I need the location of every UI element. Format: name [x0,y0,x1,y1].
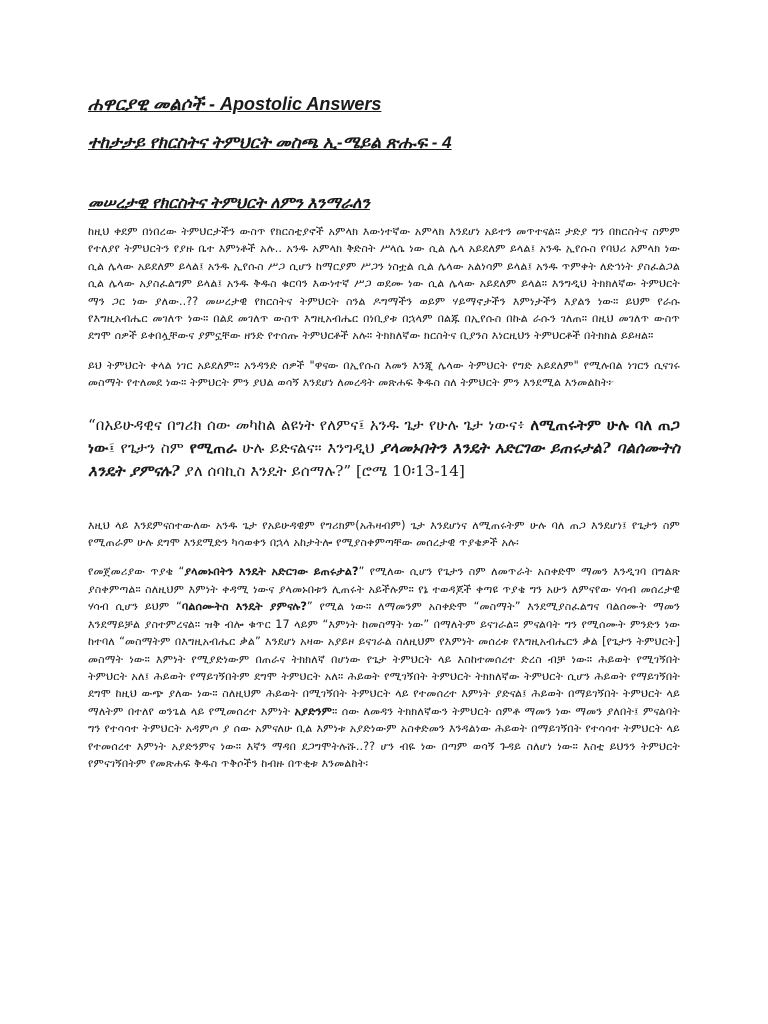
quote-bold-text: ለሚጠሩትም ሁሉ ባለ ጠጋ ነው [88,415,681,457]
paragraph-questions: እዚህ ላይ እንደምናስተውለው አንዱ ጌታ የአይሁዳዊም የግሪክም(አሕዛብም) ጌታ እንደሆነና ለሚጠሩትም ሁሉ ባለ ጠጋ እንደሆነ፤ የጌታን ስም የሚጠራም ሁሉ ደግሞ እንደሚድን ካሳወቀን በኋላ አከታትሎ የሚያስቀምጣቸው መሰረታዊ ጥያቄዎች አሉ፡ [88,518,680,550]
document-page [88,92,680,784]
quote-text: ሁሉ ይድናልና። እንግዲህ [236,438,381,457]
quote-text: ፤ የጌታን ስም [108,438,190,457]
site-title: ሐዋርያዊ መልሶች - Apostolic Answers [88,94,382,114]
explanation-bold-text: አያድንም [294,704,333,718]
explanation-bold-text: ባልሰሙትስ እንዴት ያምናሉ? [181,600,307,614]
explanation-text: ” የሚል ነው። ለማመንም አስቀድሞ “መስማት” እንደሚያስፈልግና ባልሰሙት ማመን እንደማይቻል ያስተምረናል። ዝቅ ብሎ ቁጥር 17 ላይም “እምነት ከመስማት ነው” በማለትም ይናገራል። ምናልባት ግን የሚሰሙት ምንድን ነው ከተባለ “መስማትም በእግዚአብሔር ቃል” እንደሆነ አዛው አያይዞ ይናገራል ስለዚህም የእምነት መሰረቱ የእግዚአብሔርን ቃል [የጌታን ትምህርት] መስማት ነው። እምነት የሚያድነውም በጠራና ትክክለኛ በሆነው የጌታ ትምህርት ላይ እስከተመሰረተ ድረስ ብቻ ነው። ሕይወት የሚገኝበት ትምህርት አለ፤ ሕይወት የማይገኝበትም ደግሞ ትምህርት አለ። ሕይወት የሚገኝበት ትምህርት ትክክለኛው ትምህርት ሲሆን ሕይወት የማይገኝበት ደግሞ ከዚህ ውጭ ያለው ነው። ስለዚህም ሕይወት በሚገኝበት ትምህርት ላይ የተመሰረተ እምነት ያድናል፤ ሕይወት በማይገኝበት ትምህርት ላይ ማለትም በተለየ ወንጌል ላይ የሚመሰረተ እምነት [88,600,681,718]
quote-bold-text: የሚጠራ [189,438,237,457]
explanation-text: ” የሚለው ሲሆን የጌታን ስም ለመጥራት አስቀድሞ ማመን እንዲገባ በግልጽ ያስቀምጣል። ስለዚህም እምነት ቀዳሚ ነውና ያላመኑበቱን ሊጠሩት አይችሉም። የኔ ተወዳጆች ቀጣዩ ጥያቄ ግን አሁን ለምናየው ሃሳብ መሰረታዊ ሃሳብ ሲሆን ይህም “ [88,565,680,614]
quote-emphasis-text: ያላመኑበትን እንዴት አድርገው ይጠሩታል? ባልሰሙትስ እንዴት ያምናሉ? [88,438,680,480]
explanation-text: ። ሰው ለመዳን ትክክለኛውን ትምህርት ሰምቶ ማመን ነው ማመን ያለበት፤ ምናልባት ግን የተሳሳተ ትምህርት አዳምጦ ያ ሰው አምናለሁ ቢል እምነቱ አያድነውም አስቀድመን እንዳልነው ሕይወት በማይገኝበት የተሳሳተ ትምህርት ላይ የተመሰረተ እምነት አያድንምና ነው። እኛን ማዳበ ደጋግሞትሉሹ..?? ሆን ብዬ ነው በጣም ወሳኝ ጉዳይ ስለሆነ ነው። እስቲ ይህንን ትምህርት የምናገኝበትም የመጽሐፍ ቅዱስ ጥቅሶችን ከብዙ በጥቂቱ እንመልከት፡ [88,704,680,770]
quote-text: ያለ ሰባኪስ እንዴት ይሰማሉ?” [179,461,356,480]
paragraph-teaching: ይህ ትምህርት ቀላል ነገር አይደለም። አንዳንድ ሰዎች "ዋናው በኢየሱስ እመን እንጂ ሌላው ትምህርት የግድ አይደለም" የሚሉበል ነገርን ሲናገሩ መስማት የተለመደ ነው። ትምህርት ምን ያህል ወሳኝ እንደሆነ ለመረዳት መጽሐፍ ቅዱስ ስለ ትምህርት ምን እንደሚል እንመልከት፦ [88,358,680,390]
paragraph-explanation [88,563,680,772]
quote-reference: [ሮሜ 10፡13-14] [355,461,465,480]
paragraph-intro: ከዚህ ቀደም በነበረው ትምህርታችን ውስጥ የክርስቲያኖች አምላክ እውነተኛው አምላክ እንደሆነ አይተን መጥተናል። ታድያ ግን በክርስትና ስምም የተለያየ ትምህርትን የያዙ ቤተ እምነቶች አሉ.. አንዱ አምላክ ቅድስት ሥላሴ ነው ሲል ሌላ አይደለም ይላል፤ አንዱ ኢየሱስ የባህሪ አምላክ ነው ሲል ሌላው አይደለም ይላል፤ አንዱ ኢየሱስ ሥጋ ሲሆን ከማርያም ሥጋን ነስቷል ሲል ሌላው አልነሳም ይላል፤ አንዱ ጥምቀት ለድኅነት ያስፈልጋል ሲል ሌላው አያስፈልግም ይላል፤ አንዱ ቅዱስ ቁርባን እውነተኛ ሥጋ ወደሙ ነው ሲል ሌላው አይደለም ይላል። እንግዲህ ትክክለኛው ትምህርት ማን ጋር ነው ያለው..?? መሠረታዊ የክርስትና ትምህርት ስንል ዶግማችን ወይም ሃይማኖታችን እምነታችን እያልን ነው። ይህም የራሱ የእግዚአብሔር መገለጥ ነው። በልደ መገለጥ ውስጥ እግዚአብሔር በነቢያቱ በኋላም በልጁ በኢየሱስ በኩል ራሱን ገለጠ። በዚህ መገለጥ ውስጥ ደግሞ ሰዎች ይቀበሏቸውና ያምኗቸው ዘንድ የተሰጡ ትምህርቶች አሉ። ትክክለኛው ክርስትና ቢያንስ እነርዚህን ትምህርቶች በትክክል ይይዛል። [88,225,680,343]
quote-text: “በአይሁዳዊና በግሪክ ሰው መካከል ልዩነት የለምና፤ አንዱ ጌታ የሁሉ ጌታ ነውና፥ [88,415,531,434]
explanation-text: የመጀመሪያው ጥያቄ “ [88,565,185,579]
section-heading: መሠረታዊ የክርስትና ትምህርት ለምን እንማራለን [88,195,370,212]
explanation-bold-text: ያላመኑበትን እንዴት አድርገው ይጠሩታል? [184,565,359,579]
document-title: ተከታታይ የክርስትና ትምህርት መስጫ ኢ-ሜይል ጽሑፍ - 4 [88,133,452,152]
scripture-quote [88,414,680,483]
